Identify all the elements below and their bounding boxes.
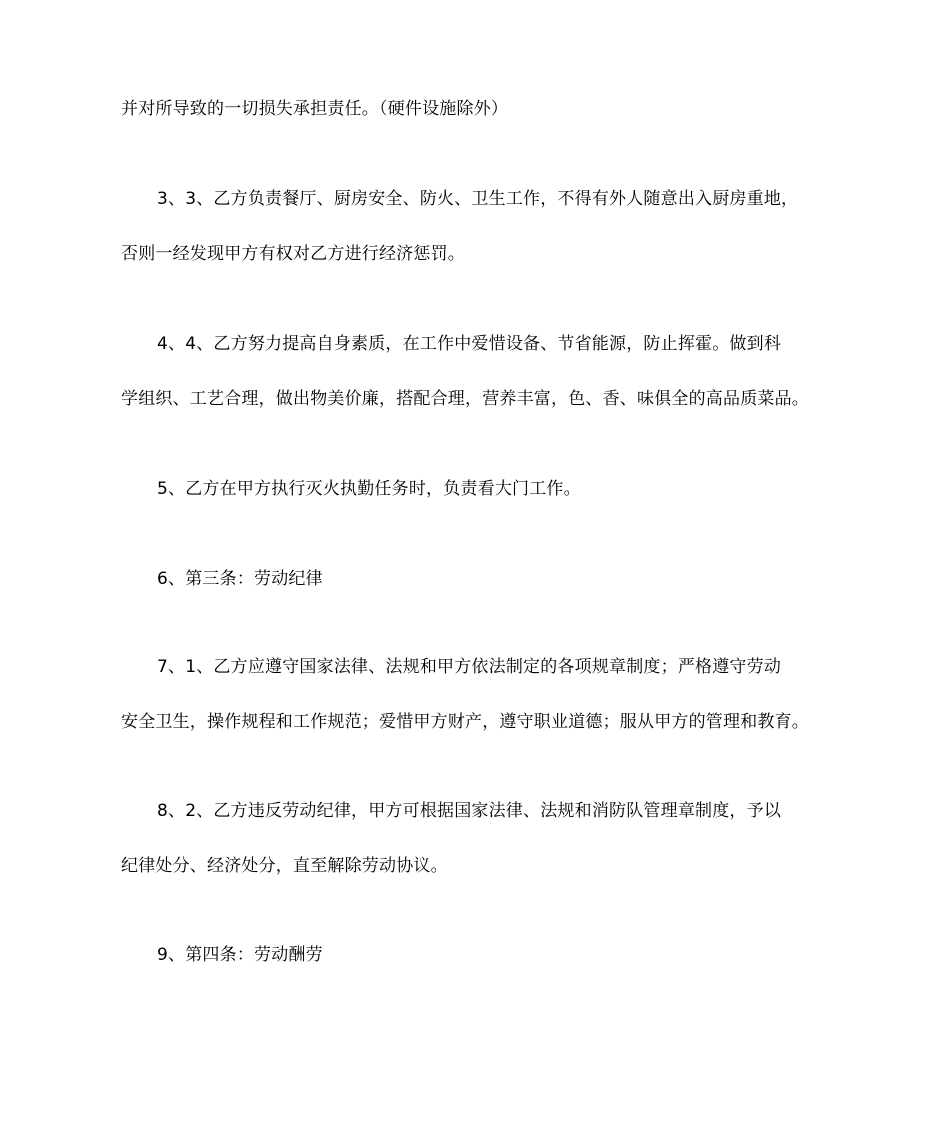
paragraph-line-3: 否则一经发现甲方有权对乙方进行经济惩罚。 (121, 244, 465, 264)
paragraph-line-10: 8、2、乙方违反劳动纪律，甲方可根据国家法律、法规和消防队管理章制度，予以 (157, 801, 782, 821)
paragraph-line-4: 4、4、乙方努力提高自身素质，在工作中爱惜设备、节省能源，防止挥霍。做到科 (157, 334, 782, 354)
paragraph-line-11: 纪律处分、经济处分，直至解除劳动协议。 (121, 856, 448, 876)
paragraph-line-1: 并对所导致的一切损失承担责任。（硬件设施除外） (121, 99, 509, 119)
section-heading-labor-discipline: 6、第三条：劳动纪律 (157, 569, 323, 589)
paragraph-line-8: 7、1、乙方应遵守国家法律、法规和甲方依法制定的各项规章制度；严格遵守劳动 (157, 657, 782, 677)
paragraph-line-9: 安全卫生，操作规程和工作规范；爱惜甲方财产，遵守职业道德；服从甲方的管理和教育。 (121, 712, 809, 732)
section-heading-labor-pay: 9、第四条：劳动酬劳 (157, 945, 323, 965)
paragraph-line-2: 3、3、乙方负责餐厅、厨房安全、防火、卫生工作，不得有外人随意出入厨房重地， (157, 189, 799, 209)
paragraph-line-6: 5、乙方在甲方执行灭火执勤任务时，负责看大门工作。 (157, 479, 581, 499)
paragraph-line-5: 学组织、工艺合理，做出物美价廉，搭配合理，营养丰富，色、香、味俱全的高品质菜品。 (121, 389, 809, 409)
